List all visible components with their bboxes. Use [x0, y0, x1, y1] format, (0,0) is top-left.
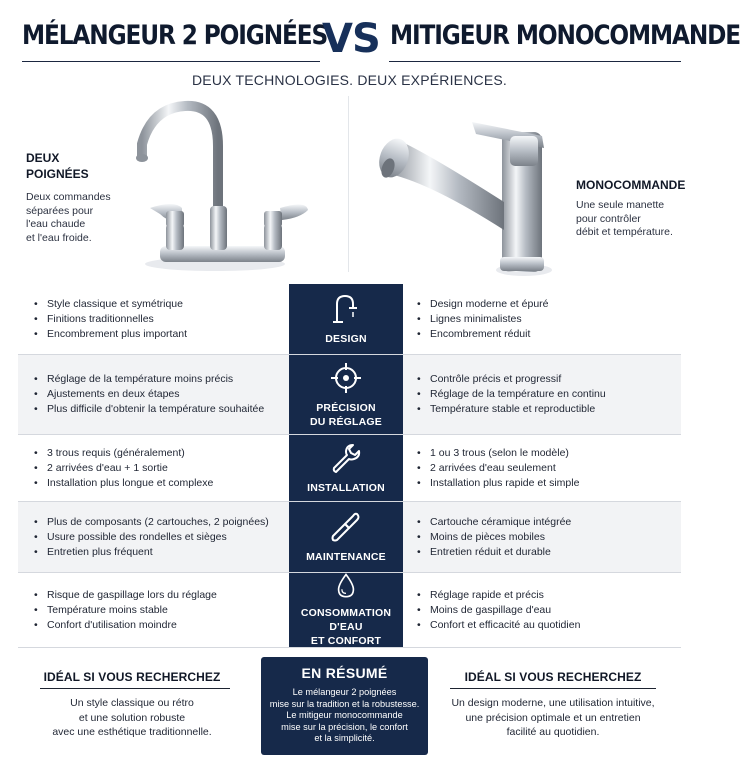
maintenance-right-cell [403, 502, 681, 572]
bottom-left-underline [40, 688, 230, 689]
list-item: • Encombrement plus important [34, 327, 187, 342]
product-divider [348, 96, 349, 272]
consumption-category [289, 573, 403, 647]
list-item: • Style classique et symétrique [34, 297, 187, 312]
list-item: • Réglage de la température en continu [417, 387, 606, 402]
bottom-left-line: Un style classique ou rétro [70, 697, 194, 709]
table-row-maintenance [18, 502, 681, 572]
summary-line: Le mitigeur monocommande [286, 710, 403, 720]
list-item: • 2 arrivées d'eau seulement [417, 461, 579, 476]
design-left-cell [18, 284, 289, 354]
list-item: • Moins de gaspillage d'eau [417, 603, 580, 618]
list-item: • Entretien plus fréquent [34, 545, 269, 560]
left-product-title-line2: POIGNÉES [26, 167, 89, 181]
title-underline-right [389, 61, 681, 62]
left-product-title-line1: DEUX [26, 151, 60, 165]
list-item: • Contrôle précis et progressif [417, 372, 606, 387]
list-item: • Installation plus rapide et simple [417, 476, 579, 491]
category-label-line: CONSOMMATION D'EAU [300, 607, 392, 633]
summary-title: EN RÉSUMÉ [301, 665, 388, 681]
bottom-left-title: IDÉAL SI VOUS RECHERCHEZ [43, 670, 221, 684]
list-item: • Design moderne et épuré [417, 297, 549, 312]
right-product-desc [576, 199, 673, 240]
list-item: • 3 trous requis (généralement) [34, 446, 213, 461]
bottom-left-line: et une solution robuste [78, 711, 186, 724]
list-item: • Confort d'utilisation moindre [34, 618, 217, 633]
list-item: • Entretien réduit et durable [417, 545, 571, 560]
title-underline-left [22, 61, 320, 62]
design-category [289, 284, 403, 354]
title-vs: VS [322, 16, 380, 62]
right-desc-line: pour contrôler [576, 212, 641, 225]
water-drop-icon [332, 572, 360, 600]
title-right: MITIGEUR MONOCOMMANDE [390, 20, 740, 51]
installation-category [289, 435, 403, 501]
list-item: • 2 arrivées d'eau + 1 sortie [34, 461, 213, 476]
list-item: • Température stable et reproductible [417, 402, 606, 417]
right-product-title: MONOCOMMANDE [576, 178, 686, 192]
right-desc-line: débit et température. [576, 226, 673, 238]
bottom-right-line: Un design moderne, une utilisation intuitive, [451, 697, 655, 709]
summary-line: Le mélangeur 2 poignées [292, 687, 397, 697]
wrench-icon [329, 441, 363, 475]
list-item: • Usure possible des rondelles et sièges [34, 530, 269, 545]
list-item: • Encombrement réduit [417, 327, 549, 342]
category-label [289, 606, 403, 648]
left-desc-line: et l'eau froide. [26, 231, 92, 244]
installation-right-cell [403, 435, 681, 501]
single-lever-faucet-image [372, 112, 562, 280]
list-item: • 1 ou 3 trous (selon le modèle) [417, 446, 579, 461]
table-row-installation [18, 435, 681, 501]
table-row-consumption [18, 573, 681, 647]
category-label: INSTALLATION [307, 482, 385, 494]
list-item: • Réglage de la température moins précis [34, 372, 264, 387]
category-label: MAINTENANCE [306, 551, 386, 563]
table-row-precision [18, 355, 681, 434]
title-left: MÉLANGEUR 2 POIGNÉES [22, 20, 328, 51]
bottom-right-underline [450, 688, 656, 689]
list-item: • Finitions traditionnelles [34, 312, 187, 327]
header [0, 14, 740, 64]
list-item: • Lignes minimalistes [417, 312, 549, 327]
bottom-right-line: une précision optimale et un entretien [465, 711, 641, 724]
right-desc-line: Une seule manette [576, 199, 665, 211]
bottom-right-line: facilité au quotidien. [506, 726, 600, 738]
list-item: • Installation plus longue et complexe [34, 476, 213, 491]
list-item: • Cartouche céramique intégrée [417, 515, 571, 530]
left-product-desc [26, 191, 111, 245]
list-item: • Ajustements en deux étapes [34, 387, 264, 402]
precision-right-cell [403, 355, 681, 434]
precision-left-cell [18, 355, 289, 434]
category-label-line: PRÉCISION [316, 401, 376, 414]
list-item: • Moins de pièces mobiles [417, 530, 571, 545]
summary-line: et la simplicité. [314, 733, 375, 743]
maintenance-left-cell [18, 502, 289, 572]
consumption-left-cell [18, 573, 289, 647]
row-separator [18, 647, 681, 648]
left-desc-line: Deux commandes [26, 191, 111, 203]
list-item: • Risque de gaspillage lors du réglage [34, 588, 217, 603]
bottom-left-text [18, 696, 246, 740]
list-item: • Plus de composants (2 cartouches, 2 poignées) [34, 515, 269, 530]
list-item: • Confort et efficacité au quotidien [417, 618, 580, 633]
left-product-title [26, 150, 89, 182]
maintenance-category [289, 502, 403, 572]
category-label-line: DU RÉGLAGE [309, 415, 382, 428]
two-handle-faucet-image [130, 96, 300, 276]
bottom-right-text [438, 696, 668, 740]
summary-line: mise sur la précision, le confort [281, 721, 408, 732]
summary-text [261, 687, 428, 745]
summary-line: mise sur la tradition et la robustesse. [269, 698, 420, 709]
summary-box [261, 657, 428, 755]
list-item: • Réglage rapide et précis [417, 588, 580, 603]
design-right-cell [403, 284, 681, 354]
list-item: • Plus difficile d'obtenir la température souhaitée [34, 402, 264, 417]
screwdriver-icon [329, 510, 363, 544]
faucet-icon [329, 292, 363, 326]
list-item: • Température moins stable [34, 603, 217, 618]
consumption-right-cell [403, 573, 681, 647]
installation-left-cell [18, 435, 289, 501]
left-desc-line: séparées pour [26, 204, 94, 217]
precision-category [289, 355, 403, 434]
subtitle: DEUX TECHNOLOGIES. DEUX EXPÉRIENCES. [191, 72, 507, 88]
category-label [310, 401, 382, 429]
category-label-line: ET CONFORT [310, 635, 382, 647]
bottom-left-line: avec une esthétique traditionnelle. [52, 726, 212, 738]
category-label: DESIGN [325, 333, 367, 345]
bottom-right-title: IDÉAL SI VOUS RECHERCHEZ [464, 670, 642, 684]
target-icon [329, 361, 363, 395]
table-row-design [18, 284, 681, 354]
left-desc-line: l'eau chaude [26, 218, 86, 230]
